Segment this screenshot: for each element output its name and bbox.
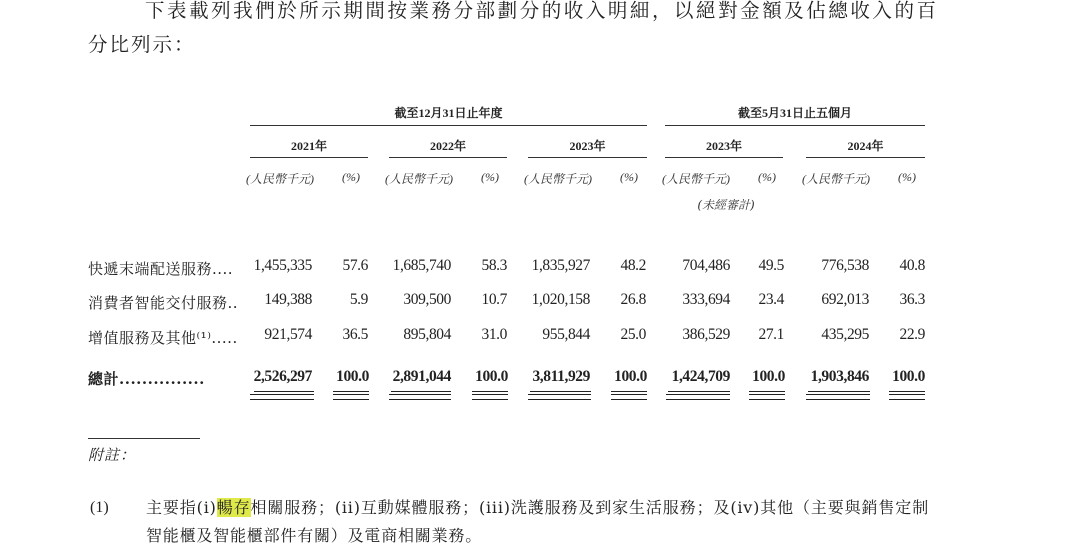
table-cell: 1,455,335 <box>253 257 312 274</box>
footnote-text-before: 主要指(i) <box>146 498 217 517</box>
table-cell: 1,903,846 <box>810 368 869 385</box>
group-header-fiscal-year: 截至12月31日止年度 <box>394 106 503 120</box>
year-header-2024-five-months: 2024年 <box>847 139 884 153</box>
footnote-number: (1) <box>90 499 109 516</box>
table-cell: 955,844 <box>542 326 590 343</box>
year-header-2022: 2022年 <box>429 139 466 153</box>
row-label-consumer-delivery: 消費者智能交付服務.. <box>88 294 239 312</box>
table-cell: 27.1 <box>758 326 784 343</box>
subtotal-rule <box>749 391 785 392</box>
table-cell: 22.9 <box>899 326 925 343</box>
subtotal-rule <box>391 391 451 392</box>
double-underline <box>472 394 508 400</box>
table-cell: 57.6 <box>342 257 368 274</box>
year-rule <box>389 157 507 158</box>
subtotal-rule <box>254 391 314 392</box>
footnote-text-after: 相關服務；(ii)互動媒體服務；(iii)洗護服務及到家生活服務；及(iv)其他（主要與銷售定制智能櫃及智能櫃部件有關）及電商相關業務。 <box>146 498 929 545</box>
unit-percent: (%) <box>620 170 638 184</box>
table-cell: 100.0 <box>614 368 647 385</box>
table-cell: 58.3 <box>481 257 507 274</box>
unit-percent: (%) <box>342 170 360 184</box>
year-rule <box>250 157 368 158</box>
subtotal-rule <box>611 391 647 392</box>
unit-amount: (人民幣千元) <box>662 172 730 186</box>
table-cell: 704,486 <box>682 257 730 274</box>
table-cell: 1,835,927 <box>531 257 590 274</box>
subtotal-rule <box>333 391 369 392</box>
double-underline <box>611 394 647 400</box>
unit-percent: (%) <box>758 170 776 184</box>
unit-amount: (人民幣千元) <box>524 172 592 186</box>
year-header-2023: 2023年 <box>569 139 606 153</box>
table-cell: 25.0 <box>620 326 646 343</box>
group-header-five-months: 截至5月31日止五個月 <box>737 106 852 120</box>
table-cell: 1,685,740 <box>392 257 451 274</box>
unit-amount: (人民幣千元) <box>246 172 314 186</box>
table-cell: 49.5 <box>758 257 784 274</box>
subtotal-rule <box>889 391 925 392</box>
group-rule-fiscal-year <box>250 125 647 126</box>
table-cell: 26.8 <box>620 291 646 308</box>
table-cell: 23.4 <box>758 291 784 308</box>
table-cell: 36.5 <box>342 326 368 343</box>
double-underline <box>333 394 369 400</box>
table-cell: 386,529 <box>682 326 730 343</box>
table-cell: 921,574 <box>264 326 312 343</box>
table-cell: 895,804 <box>403 326 451 343</box>
unit-amount: (人民幣千元) <box>385 172 453 186</box>
double-underline <box>250 394 314 400</box>
notes-divider <box>88 438 200 439</box>
table-cell: 333,694 <box>682 291 730 308</box>
subtotal-rule <box>808 391 870 392</box>
table-cell: 100.0 <box>752 368 785 385</box>
table-cell: 48.2 <box>620 257 646 274</box>
subtotal-rule <box>472 391 508 392</box>
unit-percent: (%) <box>481 170 499 184</box>
highlighted-term: 暢存 <box>216 498 251 517</box>
table-cell: 1,424,709 <box>671 368 730 385</box>
double-underline <box>389 394 451 400</box>
footnote-text <box>146 494 929 550</box>
table-cell: 100.0 <box>892 368 925 385</box>
intro-paragraph: 下表載列我們於所示期間按業務分部劃分的收入明細，以絕對金額及佔總收入的百分比列示： <box>88 0 938 56</box>
year-header-2023-five-months: 2023年 <box>705 139 742 153</box>
double-underline <box>666 394 730 400</box>
double-underline <box>749 394 785 400</box>
year-rule <box>665 157 783 158</box>
notes-heading: 附註： <box>88 446 137 464</box>
table-cell: 3,811,929 <box>532 368 590 385</box>
unaudited-note: (未經審計) <box>697 198 755 212</box>
group-rule-five-months <box>665 125 925 126</box>
table-cell: 100.0 <box>336 368 369 385</box>
table-cell: 2,526,297 <box>253 368 312 385</box>
year-header-2021: 2021年 <box>290 139 327 153</box>
table-cell: 36.3 <box>899 291 925 308</box>
double-underline <box>806 394 870 400</box>
row-label-express-delivery: 快遞末端配送服務.... <box>88 260 234 278</box>
year-rule <box>528 157 647 158</box>
subtotal-rule <box>668 391 730 392</box>
year-rule <box>806 157 925 158</box>
table-cell: 435,295 <box>821 326 869 343</box>
row-label-total: 總計............... <box>88 370 205 388</box>
double-underline <box>528 394 591 400</box>
table-cell: 100.0 <box>475 368 508 385</box>
table-cell: 2,891,044 <box>392 368 451 385</box>
table-cell: 1,020,158 <box>531 291 590 308</box>
unit-amount: (人民幣千元) <box>802 172 870 186</box>
row-label-value-added: 增值服務及其他⁽¹⁾..... <box>88 329 238 347</box>
table-cell: 40.8 <box>899 257 925 274</box>
subtotal-rule <box>530 391 591 392</box>
table-cell: 149,388 <box>264 291 312 308</box>
table-cell: 5.9 <box>349 291 368 308</box>
unit-percent: (%) <box>898 170 916 184</box>
table-cell: 692,013 <box>821 291 869 308</box>
table-cell: 31.0 <box>481 326 507 343</box>
table-cell: 10.7 <box>481 291 507 308</box>
table-cell: 309,500 <box>403 291 451 308</box>
double-underline <box>889 394 925 400</box>
table-cell: 776,538 <box>821 257 869 274</box>
